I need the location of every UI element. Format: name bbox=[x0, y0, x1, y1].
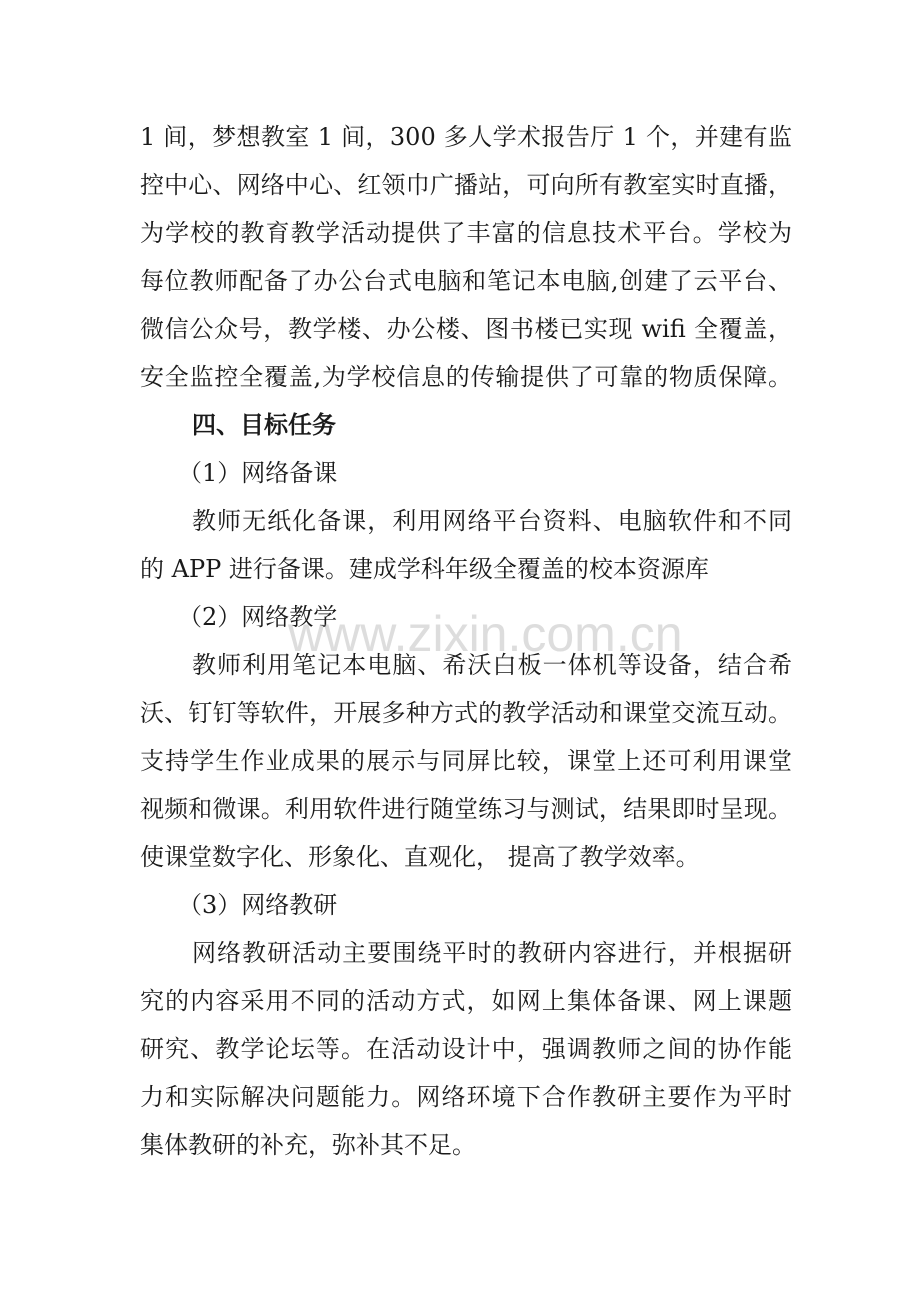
text-line: 微信公众号，教学楼、办公楼、图书楼已实现 wifi 全覆盖， bbox=[140, 315, 792, 343]
text-line: 究的内容采用不同的活动方式，如网上集体备课、网上课题 bbox=[140, 987, 792, 1015]
text-line: 支持学生作业成果的展示与同屏比较，课堂上还可利用课堂 bbox=[140, 747, 792, 775]
document-body bbox=[140, 113, 792, 1169]
section-heading: 四、目标任务 bbox=[192, 410, 336, 439]
text-line: 集体教研的补充，弥补其不足。 bbox=[140, 1131, 476, 1159]
text-line: 视频和微课。利用软件进行随堂练习与测试，结果即时呈现。 bbox=[140, 795, 792, 823]
text-line: 教师无纸化备课，利用网络平台资料、电脑软件和不同 bbox=[192, 507, 792, 535]
subsection-heading: （2）网络教学 bbox=[178, 603, 338, 631]
text-line: 研究、教学论坛等。在活动设计中，强调教师之间的协作能 bbox=[140, 1035, 792, 1063]
text-line: 每位教师配备了办公台式电脑和笔记本电脑,创建了云平台、 bbox=[140, 267, 792, 295]
text-line: 沃、钉钉等软件，开展多种方式的教学活动和课堂交流互动。 bbox=[140, 699, 792, 727]
text-line: 安全监控全覆盖,为学校信息的传输提供了可靠的物质保障。 bbox=[140, 363, 792, 391]
watermark: www.zixin.com.cn bbox=[288, 606, 683, 662]
text-line: 控中心、网络中心、红领巾广播站，可向所有教室实时直播， bbox=[140, 171, 792, 199]
text-line: 网络教研活动主要围绕平时的教研内容进行，并根据研 bbox=[192, 939, 792, 967]
text-line: 为学校的教育教学活动提供了丰富的信息技术平台。学校为 bbox=[140, 219, 792, 247]
text-line: 教师利用笔记本电脑、希沃白板一体机等设备，结合希 bbox=[192, 651, 792, 679]
subsection-online-research bbox=[140, 881, 792, 1169]
text-line: 使课堂数字化、形象化、直观化， 提高了教学效率。 bbox=[140, 843, 700, 871]
subsection-online-teaching bbox=[140, 593, 792, 881]
subsection-heading: （1）网络备课 bbox=[178, 459, 338, 487]
subsection-online-lesson-prep bbox=[140, 449, 792, 593]
paragraph-continuation bbox=[140, 113, 792, 401]
subsection-heading: （3）网络教研 bbox=[178, 891, 338, 919]
text-line: 1 间，梦想教室 1 间，300 多人学术报告厅 1 个，并建有监 bbox=[140, 123, 792, 151]
text-line: 的 APP 进行备课。建成学科年级全覆盖的校本资源库 bbox=[140, 555, 709, 583]
text-line: 力和实际解决问题能力。网络环境下合作教研主要作为平时 bbox=[140, 1083, 792, 1111]
